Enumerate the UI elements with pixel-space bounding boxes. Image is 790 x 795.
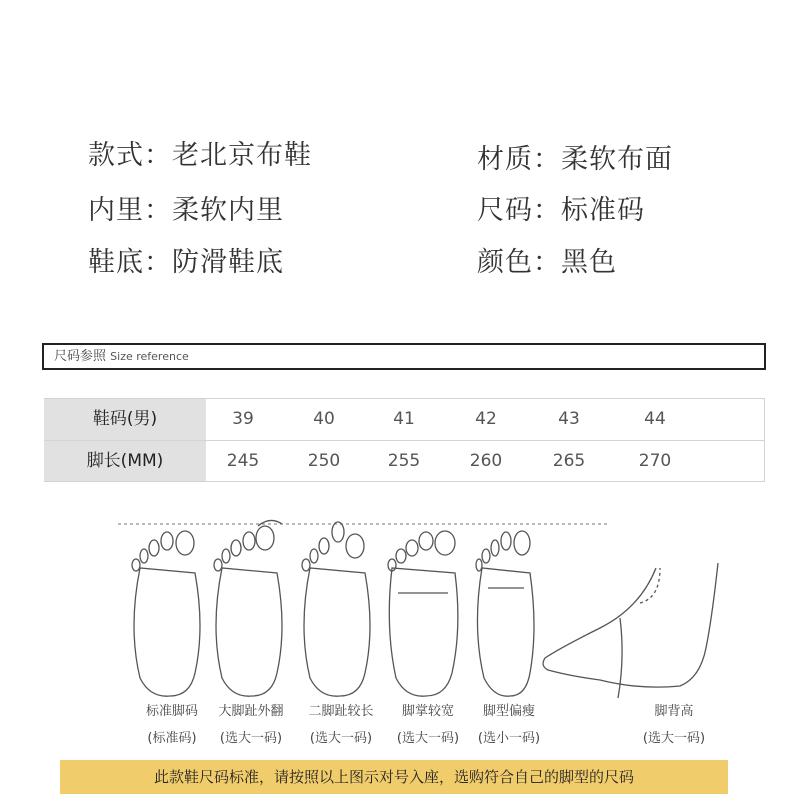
table-cell: 245 (226, 451, 260, 471)
foot-name: 大脚趾外翻 (218, 704, 284, 719)
spec-size-value: 标准码 (561, 195, 645, 226)
table-cell: 260 (469, 451, 503, 471)
table-cell: 250 (307, 451, 341, 471)
size-reference-title-cn: 尺码参照 (54, 349, 107, 364)
foot-name: 脚背高 (654, 704, 694, 719)
foot-advice: (标准码) (147, 731, 197, 746)
foot-advice: (选大一码) (219, 731, 283, 746)
foot-label-long-second-toe (303, 700, 379, 746)
spec-sole-label: 鞋底： (88, 247, 172, 278)
spec-size-label: 尺码： (477, 195, 561, 226)
table-cell: 40 (313, 409, 335, 429)
foot-long-second-toe-icon (302, 522, 370, 696)
foot-label-bunion (213, 700, 289, 746)
table-cell: 255 (387, 451, 421, 471)
foot-label-standard (140, 700, 204, 746)
foot-wide-icon (388, 531, 458, 696)
table-cell: 42 (475, 409, 497, 429)
table-values-foot-length (207, 440, 765, 482)
spec-material (477, 137, 673, 176)
spec-style-label: 款式： (88, 140, 172, 171)
table-divider (44, 481, 765, 482)
foot-label-high-instep (638, 700, 710, 746)
table-divider (44, 398, 765, 399)
table-row-foot-length (44, 440, 765, 482)
spec-color-label: 颜色： (477, 247, 561, 278)
table-header-shoe-size: 鞋码(男) (44, 398, 206, 440)
spec-color (477, 240, 617, 279)
foot-standard-icon (132, 531, 200, 696)
foot-advice: (选小一码) (477, 731, 541, 746)
foot-label-wide (393, 700, 463, 746)
table-cell: 41 (393, 409, 415, 429)
table-cell: 270 (638, 451, 672, 471)
foot-advice: (选大一码) (309, 731, 373, 746)
spec-lining-value: 柔软内里 (172, 195, 284, 226)
spec-sole-value: 防滑鞋底 (172, 247, 284, 278)
table-cell: 39 (232, 409, 254, 429)
table-row-shoe-size (44, 398, 765, 440)
table-values-shoe-size (207, 398, 765, 440)
foot-slim-icon (476, 531, 534, 696)
table-header-foot-length: 脚长(MM) (44, 440, 206, 482)
foot-bunion-icon (214, 520, 282, 696)
table-divider (44, 440, 765, 441)
foot-advice: (选大一码) (396, 731, 460, 746)
spec-material-label: 材质： (477, 144, 561, 175)
spec-lining (88, 188, 284, 227)
foot-name: 脚掌较宽 (401, 704, 454, 719)
table-cell: 265 (552, 451, 586, 471)
foot-name: 二脚趾较长 (308, 704, 374, 719)
size-reference-title-en: Size reference (110, 350, 189, 363)
size-advice-banner: 此款鞋尺码标准，请按照以上图示对号入座，选购符合自己的脚型的尺码 (60, 760, 728, 794)
table-divider (764, 398, 765, 482)
size-table (44, 398, 765, 482)
spec-material-value: 柔软布面 (561, 144, 673, 175)
spec-color-value: 黑色 (561, 247, 617, 278)
foot-name: 脚型偏瘦 (482, 704, 535, 719)
spec-sole (88, 240, 284, 279)
spec-style-value: 老北京布鞋 (172, 140, 312, 171)
foot-name: 标准脚码 (145, 704, 198, 719)
table-cell: 44 (644, 409, 666, 429)
spec-style (88, 133, 312, 172)
foot-advice: (选大一码) (642, 731, 706, 746)
spec-size (477, 188, 645, 227)
size-reference-bar (42, 343, 766, 370)
spec-lining-label: 内里： (88, 195, 172, 226)
foot-high-instep-icon (543, 563, 718, 698)
foot-label-slim (474, 700, 544, 746)
table-cell: 43 (558, 409, 580, 429)
